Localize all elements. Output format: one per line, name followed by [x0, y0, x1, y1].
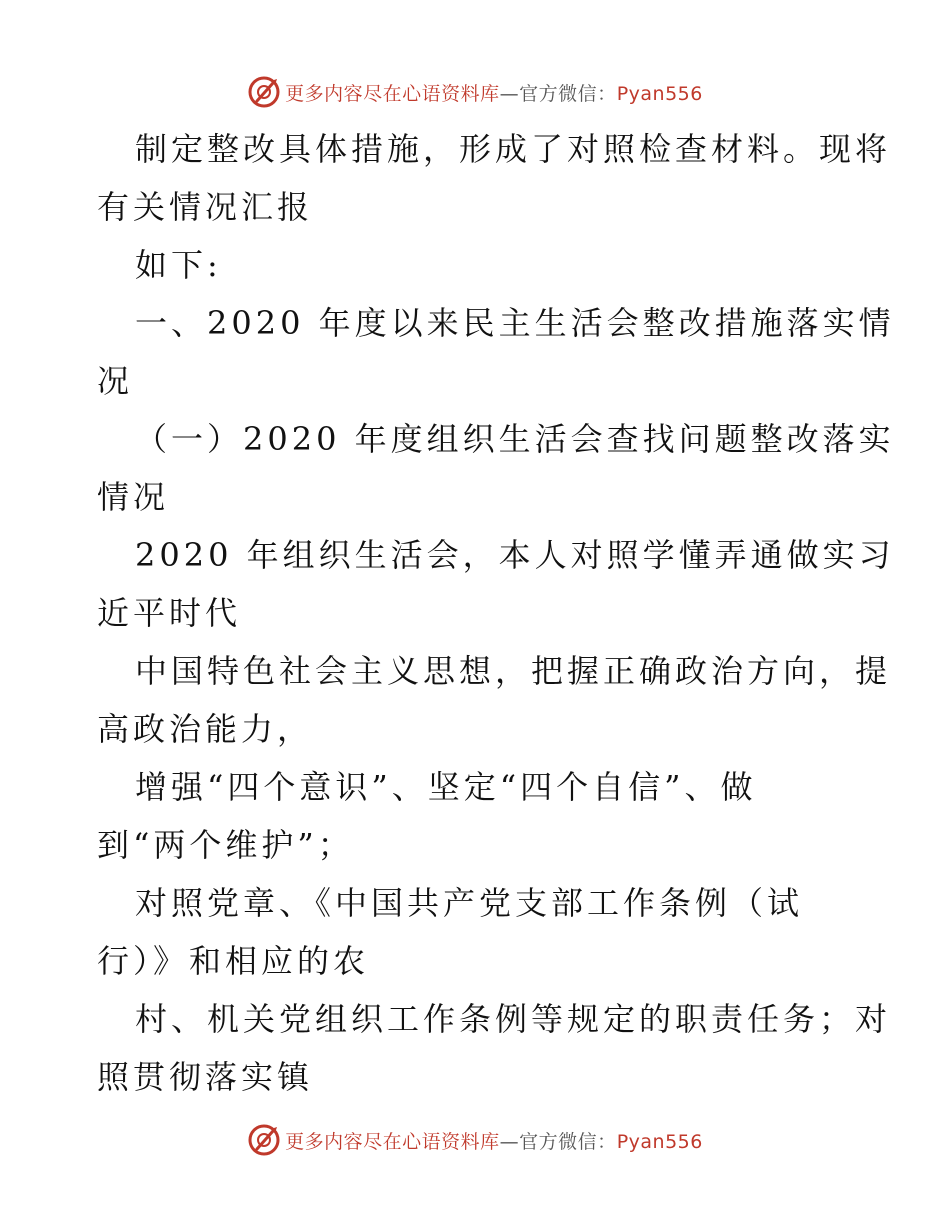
- text-line: 照贯彻落实镇: [97, 1058, 314, 1096]
- text-line: 2020 年组织生活会，本人对照学懂弄通做实习: [135, 536, 895, 574]
- banner-wechat-id: Pyan556: [616, 1130, 703, 1153]
- header-banner: [0, 72, 950, 112]
- banner-wechat-label: 官方微信：: [519, 1130, 617, 1153]
- text-line: 到“两个维护”；: [97, 826, 354, 864]
- section-heading: 一、2020 年度以来民主生活会整改措施落实情: [135, 304, 895, 342]
- text-line: 有关情况汇报: [97, 188, 314, 226]
- banner-separator: —: [499, 82, 520, 105]
- subsection-heading-cont: 情况: [97, 478, 170, 516]
- text-line: 如下:: [135, 246, 222, 284]
- banner-site-name: 更多内容尽在心语资料库: [285, 82, 500, 105]
- banner-text: [285, 1127, 703, 1154]
- banner-separator: —: [499, 1130, 520, 1153]
- text-line: 制定整改具体措施，形成了对照检查材料。现将: [135, 130, 892, 168]
- text-line: 中国特色社会主义思想，把握正确政治方向，提: [135, 652, 892, 690]
- text-line: 近平时代: [97, 594, 242, 632]
- banner-wechat-id: Pyan556: [616, 82, 703, 105]
- text-line: 村、机关党组织工作条例等规定的职责任务；对: [135, 1000, 892, 1038]
- text-line: 增强“四个意识”、坚定“四个自信”、做: [135, 768, 757, 806]
- banner-site-name: 更多内容尽在心语资料库: [285, 1130, 500, 1153]
- pen-logo-icon: [247, 75, 281, 109]
- banner-text: [285, 79, 703, 106]
- text-line: 对照党章、《中国共产党支部工作条例（试: [135, 884, 804, 922]
- text-line: 行）》和相应的农: [97, 942, 370, 980]
- pen-logo-icon: [247, 1123, 281, 1157]
- banner-wechat-label: 官方微信：: [519, 82, 617, 105]
- footer-banner: [0, 1120, 950, 1160]
- document-body: [97, 120, 895, 1106]
- text-line: 高政治能力，: [97, 710, 314, 748]
- subsection-heading: （一）2020 年度组织生活会查找问题整改落实: [135, 420, 895, 458]
- section-heading-cont: 况: [97, 362, 134, 400]
